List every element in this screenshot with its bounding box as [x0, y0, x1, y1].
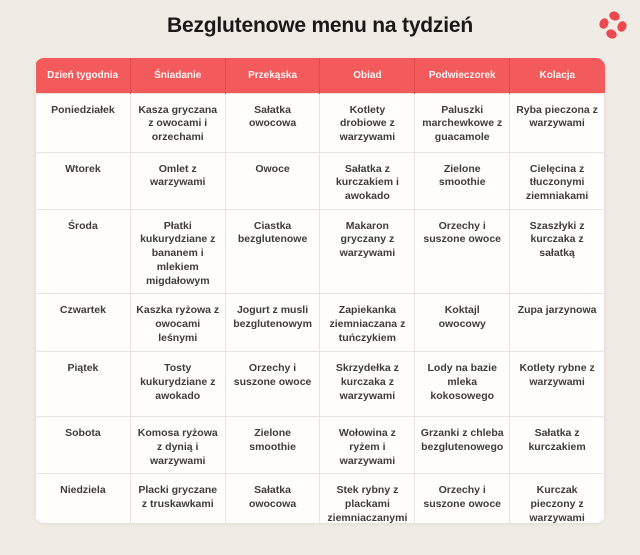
meal-cell: Kurczak pieczony z warzywami — [510, 473, 605, 523]
table-row-sunday — [36, 473, 605, 523]
pinwheel-dots-logo-icon — [596, 8, 630, 42]
meal-cell: Skrzydełka z kurczaka z warzywami — [320, 351, 415, 416]
meal-cell: Orzechy i suszone owoce — [225, 351, 320, 416]
meal-cell: Kasza gryczana z owocami i orzechami — [130, 93, 225, 152]
meal-cell: Jogurt z musli bezglutenowym — [225, 293, 320, 351]
table-row-wednesday — [36, 209, 605, 293]
table-row-friday — [36, 351, 605, 416]
meal-cell: Cielęcina z tłuczonymi ziemniakami — [510, 152, 605, 209]
day-cell: Sobota — [36, 416, 131, 473]
table-row-thursday — [36, 293, 605, 351]
meal-cell: Szaszłyki z kurczaka z sałatką — [510, 209, 605, 293]
table-row-saturday — [36, 416, 605, 473]
column-header-day: Dzień tygodnia — [36, 58, 131, 93]
meal-cell: Orzechy i suszone owoce — [415, 209, 510, 293]
column-header-breakfast: Śniadanie — [130, 58, 225, 93]
meal-cell: Makaron gryczany z warzywami — [320, 209, 415, 293]
meal-cell: Placki gryczane z truskawkami — [130, 473, 225, 523]
menu-table — [35, 58, 605, 523]
day-cell: Poniedziałek — [36, 93, 131, 152]
table-header-row — [36, 58, 605, 93]
meal-cell: Płatki kukurydziane z bananem i mlekiem migdałowym — [130, 209, 225, 293]
meal-cell: Lody na bazie mleka kokosowego — [415, 351, 510, 416]
meal-cell: Kotlety rybne z warzywami — [510, 351, 605, 416]
day-cell: Środa — [36, 209, 131, 293]
meal-cell: Tosty kukurydziane z awokado — [130, 351, 225, 416]
meal-cell: Ryba pieczona z warzywami — [510, 93, 605, 152]
meal-cell: Wołowina z ryżem i warzywami — [320, 416, 415, 473]
column-header-teatime: Podwieczorek — [415, 58, 510, 93]
meal-cell: Paluszki marchewkowe z guacamole — [415, 93, 510, 152]
meal-cell: Koktajl owocowy — [415, 293, 510, 351]
meal-cell: Orzechy i suszone owoce — [415, 473, 510, 523]
day-cell: Piątek — [36, 351, 131, 416]
meal-cell: Sałatka owocowa — [225, 93, 320, 152]
meal-cell: Zielone smoothie — [225, 416, 320, 473]
meal-cell: Kaszka ryżowa z owocami leśnymi — [130, 293, 225, 351]
column-header-dinner: Kolacja — [510, 58, 605, 93]
day-cell: Wtorek — [36, 152, 131, 209]
meal-cell: Owoce — [225, 152, 320, 209]
meal-cell: Zielone smoothie — [415, 152, 510, 209]
day-cell: Niedziela — [36, 473, 131, 523]
meal-cell: Grzanki z chleba bezglutenowego — [415, 416, 510, 473]
table-row-monday — [36, 93, 605, 152]
meal-cell: Ciastka bezglutenowe — [225, 209, 320, 293]
column-header-lunch: Obiad — [320, 58, 415, 93]
menu-card — [35, 58, 605, 523]
meal-cell: Omlet z warzywami — [130, 152, 225, 209]
meal-cell: Kotlety drobiowe z warzywami — [320, 93, 415, 152]
table-row-tuesday — [36, 152, 605, 209]
meal-cell: Sałatka z kurczakiem i awokado — [320, 152, 415, 209]
day-cell: Czwartek — [36, 293, 131, 351]
page-title: Bezglutenowe menu na tydzień — [167, 14, 473, 37]
meal-cell: Zupa jarzynowa — [510, 293, 605, 351]
meal-cell: Zapiekanka ziemniaczana z tuńczykiem — [320, 293, 415, 351]
column-header-snack: Przekąska — [225, 58, 320, 93]
meal-cell: Sałatka owocowa — [225, 473, 320, 523]
meal-cell: Sałatka z kurczakiem — [510, 416, 605, 473]
meal-cell: Stek rybny z plackami ziemniaczanymi — [320, 473, 415, 523]
meal-cell: Komosa ryżowa z dynią i warzywami — [130, 416, 225, 473]
